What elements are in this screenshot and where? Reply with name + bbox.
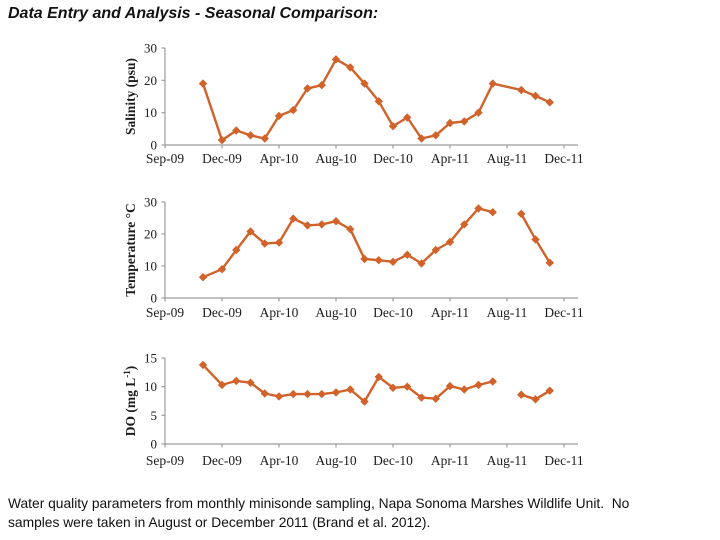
y-tick-label: 20 [144,226,157,242]
caption-line-1: Water quality parameters from monthly minisonde sampling, Napa Sonoma Marshes Wildlife Unit. No [8,496,630,511]
x-tick-label: Dec-10 [373,305,413,320]
salinity-chart [0,36,720,176]
y-tick-label: 5 [150,407,157,423]
x-tick-label: Dec-09 [202,453,242,468]
x-tick-label: Aug-11 [486,305,528,320]
y-tick-label: 30 [144,40,157,56]
y-axis-title: DO (mg $L^{-1}$) [122,365,138,437]
x-tick-label: Apr-11 [430,305,470,320]
data-point-marker [246,131,254,139]
data-point-marker [489,377,497,385]
y-tick-label: 10 [144,379,157,395]
axis-lines [165,358,578,444]
x-tick-label: Sep-09 [145,453,185,468]
x-tick-label: Apr-10 [259,151,299,166]
data-point-marker [275,392,283,400]
y-axis-title: Salinity (psu) [123,58,138,135]
x-tick-label: Apr-10 [259,453,299,468]
data-point-marker [289,390,297,398]
data-point-marker [199,273,207,281]
x-tick-label: Dec-10 [373,453,413,468]
data-point-marker [389,258,397,266]
x-tick-label: Aug-11 [486,453,528,468]
data-point-marker [318,220,326,228]
x-tick-label: Sep-09 [145,151,185,166]
x-tick-label: Dec-11 [544,305,584,320]
data-point-marker [517,391,526,399]
y-tick-label: 0 [150,290,157,306]
x-tick-label: Dec-11 [544,453,584,468]
data-point-marker [546,98,555,106]
data-point-marker [474,381,482,389]
y-tick-label: 10 [144,105,157,121]
data-point-marker [375,256,383,264]
data-point-marker [460,385,468,393]
y-tick-label: 0 [150,137,157,153]
x-tick-label: Aug-10 [315,151,357,166]
x-tick-label: Aug-10 [315,305,357,320]
data-point-marker [232,377,240,385]
data-point-marker [199,79,207,87]
data-point-marker [531,92,539,100]
axis-lines [165,202,578,298]
x-tick-label: Dec-09 [202,305,242,320]
y-tick-label: 15 [144,350,157,366]
data-point-marker [303,221,311,229]
data-point-marker [318,390,326,398]
data-point-marker [303,390,311,398]
temperature-chart [0,190,720,330]
caption [8,494,716,532]
data-point-marker [489,208,497,216]
do-chart [0,344,720,484]
x-tick-label: Aug-11 [486,151,528,166]
x-tick-label: Dec-09 [202,151,242,166]
x-tick-label: Dec-10 [373,151,413,166]
y-tick-label: 20 [144,72,157,88]
data-point-marker [489,79,497,87]
caption-line-2: samples were taken in August or December 2011 (Brand et al. 2012). [8,515,431,530]
data-point-marker [517,86,526,94]
data-point-marker [360,255,368,263]
x-tick-label: Aug-10 [315,453,357,468]
y-tick-label: 0 [150,436,157,452]
x-tick-label: Apr-11 [430,453,470,468]
x-tick-label: Dec-11 [544,151,584,166]
y-tick-label: 10 [144,258,157,274]
page-title: Data Entry and Analysis - Seasonal Comparison: [8,5,379,22]
y-tick-label: 30 [144,194,157,210]
x-tick-label: Apr-10 [259,305,299,320]
axis-lines [165,48,578,145]
x-tick-label: Sep-09 [145,305,185,320]
x-tick-label: Apr-11 [430,151,470,166]
y-axis-title: Temperature °C [123,203,138,297]
data-point-marker [332,388,340,396]
